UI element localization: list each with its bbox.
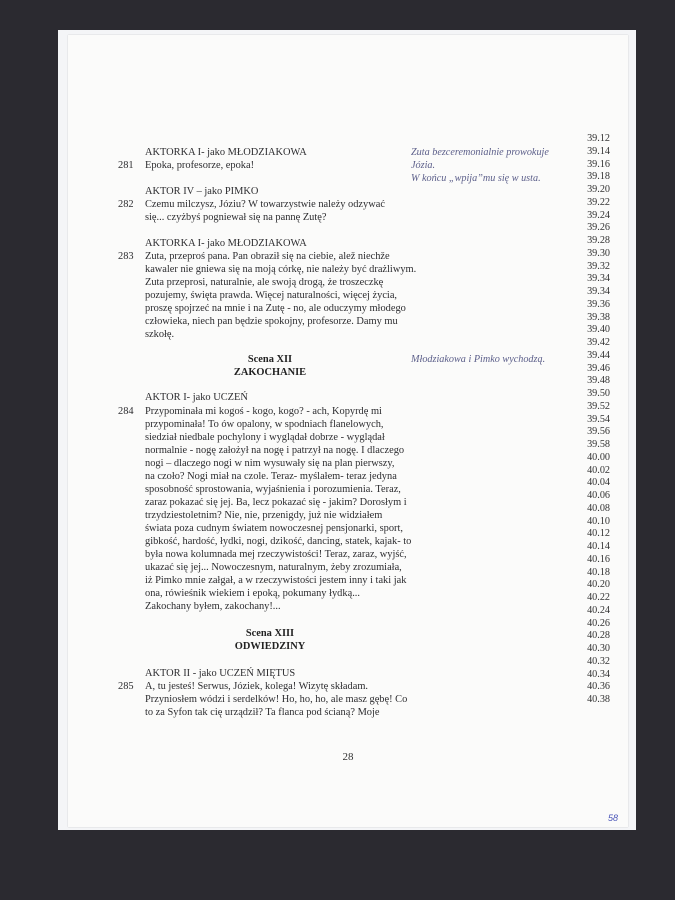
timecode: 40.12	[587, 528, 610, 540]
dialogue-line: to za Syfon tak cię urządził? Ta flanca pod ścianą? Moje	[145, 707, 380, 718]
dialogue-line: siedział niedbale pochylony i wyglądał dobrze - wyglądał	[145, 432, 385, 443]
timecode: 39.34	[587, 273, 610, 285]
timecode: 40.04	[587, 477, 610, 489]
stage-direction: Młodziakowa i Pimko wychodzą.	[411, 354, 546, 365]
timecode: 40.02	[587, 464, 610, 476]
speaker-name: AKTORKA I- jako MŁODZIAKOWA	[145, 147, 307, 158]
timecode: 40.28	[587, 630, 610, 642]
speaker-name: AKTOR IV – jako PIMKO	[145, 186, 259, 197]
dialogue-line: sposobność sprostowania, wyjaśnienia i porozumienia. Teraz,	[145, 484, 401, 495]
speaker-name: AKTORKA I- jako MŁODZIAKOWA	[145, 238, 307, 249]
timecode: 39.44	[587, 349, 610, 361]
timecode: 40.34	[587, 668, 610, 680]
timecode: 39.36	[587, 298, 610, 310]
dialogue-line: Zakochany byłem, zakochany!...	[145, 601, 281, 612]
timecode: 39.58	[587, 439, 610, 450]
dialogue-line: szkołę.	[145, 329, 175, 340]
timecode: 39.16	[587, 158, 610, 170]
timecode: 40.38	[587, 694, 610, 705]
stage-direction: Zuta bezceremonialnie prowokuje	[411, 147, 549, 158]
timecode-column	[568, 133, 610, 707]
dialogue-line: na czoło? Nogi miał na czole. Teraz- myślałem- teraz jedyna	[145, 471, 397, 482]
dialogue-line: pozujemy, święta prawda. Więcej naturalności, więcej życia,	[145, 290, 398, 301]
timecode: 40.00	[587, 451, 610, 463]
dialogue-line: Przyniosłem wódzi i serdelków! Ho, ho, ho, ale masz gębę! Co	[145, 694, 408, 705]
dialogue-line: przypominała! To ów opalony, w spodniach flanelowych,	[145, 419, 384, 430]
timecode: 40.22	[587, 592, 610, 603]
dialogue-line: nogi – dlaczego nogi w nim wysuwały się na plan pierwszy,	[145, 458, 395, 469]
timecode: 40.30	[587, 643, 610, 654]
timecode: 39.32	[587, 260, 610, 272]
timecode: 39.46	[587, 362, 610, 374]
speaker-name: AKTOR II - jako UCZEŃ MIĘTUS	[145, 668, 296, 679]
line-number: 284	[118, 406, 134, 417]
line-number: 282	[118, 199, 134, 210]
dialogue-line: ukazać się jej... Nowoczesnym, naturalnym, żeby zrozumiała,	[145, 562, 402, 573]
speaker-name: AKTOR I- jako UCZEŃ	[145, 392, 248, 403]
timecode: 39.40	[587, 324, 610, 336]
timecode: 40.14	[587, 541, 610, 552]
timecode: 40.36	[587, 681, 610, 693]
timecode: 39.20	[587, 184, 610, 195]
timecode: 39.12	[587, 133, 610, 144]
dialogue-line: Zuta przeprosi, naturalnie, ale swoją drogą, że troszeczkę	[145, 277, 384, 288]
dialogue-line: się... czyżbyś pogniewał się na pannę Zutę?	[145, 212, 327, 223]
timecode: 40.16	[587, 553, 610, 565]
scene-name: ZAKOCHANIE	[233, 367, 307, 378]
script-page	[68, 35, 628, 827]
dialogue-line: normalnie - nogę założył na nogę i patrzył na nogę. I dlaczego	[145, 445, 405, 456]
dialogue-line: ona, rówieśnik wiekiem i epoką, pokumany łydką...	[145, 588, 360, 599]
timecode: 40.32	[587, 655, 610, 667]
timecode: 39.14	[587, 145, 610, 157]
timecode: 39.22	[587, 196, 610, 208]
dialogue-line: człowieka, niech pan będzie spokojny, profesorze. Damy mu	[145, 316, 398, 327]
line-number: 285	[118, 681, 134, 692]
timecode: 40.26	[587, 617, 610, 629]
timecode: 39.38	[587, 311, 610, 323]
dialogue-line: iż Pimko mnie załgał, a w rzeczywistości jestem inny i taki jak	[145, 575, 407, 586]
timecode: 40.08	[587, 502, 610, 514]
timecode: 39.34	[587, 286, 610, 297]
dialogue-line: Zuta, przeproś pana. Pan obraził się na ciebie, alež niechže	[145, 251, 390, 262]
scene-name: ODWIEDZINY	[234, 641, 306, 652]
dialogue-line: świata poza cudnym światem nowoczesnej pensjonarki, sport,	[145, 523, 403, 534]
line-number: 283	[118, 251, 134, 262]
timecode: 39.18	[587, 171, 610, 183]
stage-direction: Józia.	[411, 160, 436, 171]
timecode: 39.50	[587, 388, 610, 399]
timecode: 40.20	[587, 579, 610, 591]
timecode: 39.52	[587, 400, 610, 412]
timecode: 39.24	[587, 209, 610, 221]
dialogue-line: gibkość, hardość, łydki, nogi, dzikość, dancing, statek, kajak- to	[145, 536, 412, 547]
dialogue-line: kawaler nie gniewa się na moją córkę, nie należy być drażliwym.	[145, 264, 417, 275]
stage-direction: W końcu „wpija”mu się w usta.	[411, 173, 541, 184]
timecode: 39.42	[587, 337, 610, 348]
dialogue-line: trzydziestoletnim? Nie, nie, przenigdy, już nie widziałem	[145, 510, 383, 521]
timecode: 39.56	[587, 426, 610, 438]
dialogue-line: zaraz pokazać się jej. Ba, lecz pokazać się - jakim? Dorosłym i	[145, 497, 407, 508]
timecode: 39.26	[587, 222, 610, 234]
archive-stamp: 58	[608, 813, 619, 823]
page-number: 28	[342, 751, 354, 763]
dialogue-line: Przypominała mi kogoś - kogo, kogo? - ach, Kopyrdę mi	[145, 406, 382, 417]
dialogue-line: A, tu jesteś! Serwus, Józiek, kolega! Wizytę składam.	[145, 681, 369, 692]
timecode: 39.30	[587, 247, 610, 259]
dialogue-line: była nowa kolumnada mej rzeczywistości! Teraz, zaraz, wyjść,	[145, 549, 407, 560]
dialogue-line: Czemu milczysz, Józiu? W towarzystwie należy odzywać	[145, 199, 385, 210]
timecode: 39.48	[587, 375, 610, 387]
timecode: 39.54	[587, 413, 610, 425]
timecode: 40.10	[587, 515, 610, 527]
dialogue-line: Epoka, profesorze, epoka!	[145, 160, 255, 171]
timecode: 39.28	[587, 235, 610, 246]
timecode: 40.06	[587, 490, 610, 501]
dialogue-line: proszę spojrzeć na mnie i na Zutę - no, ale oduczymy młodego	[145, 303, 406, 314]
scene-title: Scena XII	[247, 354, 293, 365]
timecode: 40.18	[587, 566, 610, 578]
scene-title: Scena XIII	[245, 628, 295, 639]
timecode: 40.24	[587, 604, 610, 616]
line-number: 281	[118, 160, 134, 171]
